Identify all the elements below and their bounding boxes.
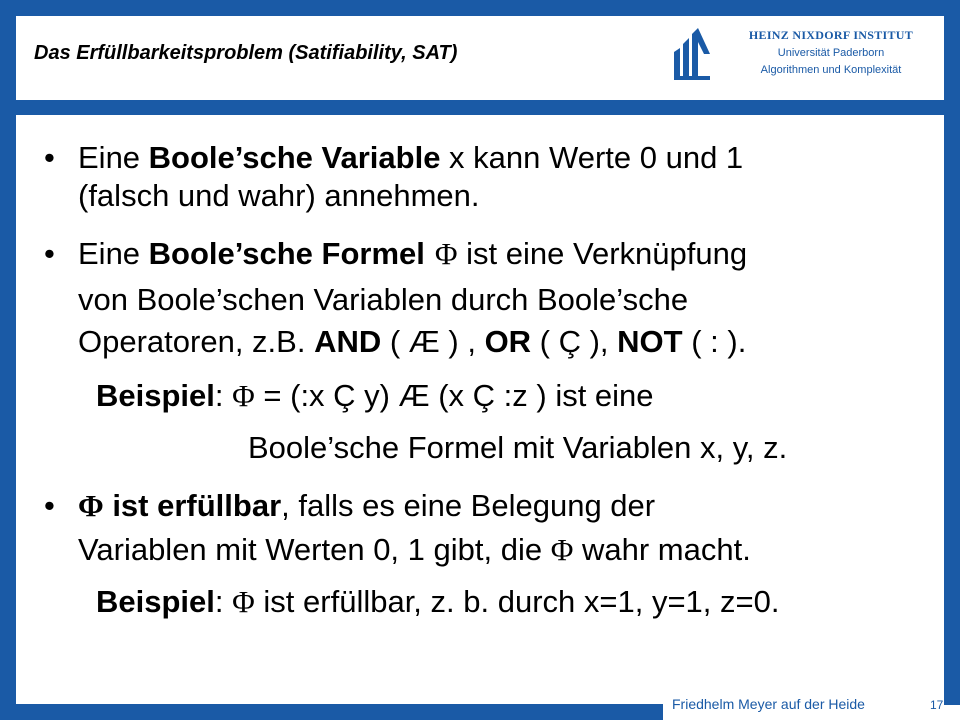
frame-left	[0, 0, 16, 720]
slide-title: Das Erfüllbarkeitsproblem (Satifiability, SAT)	[34, 42, 458, 64]
op-or: OR	[484, 324, 532, 359]
text: x kann Werte 0 und 1	[440, 140, 744, 175]
bullet-2-line-1	[78, 236, 747, 272]
text: Eine	[78, 236, 149, 271]
text: , falls es eine Belegung der	[281, 488, 656, 523]
text: :	[214, 584, 233, 619]
op-not: NOT	[617, 324, 683, 359]
text: Variablen mit Werten 0, 1 gibt, die	[78, 532, 551, 567]
text: = (:x Ç y) Æ (x Ç :z ) ist eine	[254, 378, 654, 413]
text: :	[214, 378, 233, 413]
phi-symbol: Φ	[78, 488, 104, 523]
bullet-1-marker: •	[44, 140, 55, 175]
phi-symbol: Φ	[232, 378, 255, 413]
institute-logo-icon	[670, 26, 714, 80]
frame-divider	[16, 100, 944, 115]
term-boolean-variable: Boole’sche Variable	[148, 140, 441, 175]
bullet-3-marker: •	[44, 488, 55, 523]
text: Operatoren, z.B.	[78, 324, 315, 359]
frame-right	[944, 115, 960, 705]
page-number: 17	[930, 698, 944, 712]
text: wahr macht.	[573, 532, 751, 567]
text: ( Æ ) ,	[381, 324, 485, 359]
example-label: Beispiel	[96, 378, 215, 413]
bullet-2-marker: •	[44, 236, 55, 271]
phi-symbol: Φ	[550, 532, 574, 567]
department-name: Algorithmen und Komplexität	[760, 64, 902, 76]
phi-symbol: Φ	[232, 584, 255, 619]
frame-top	[0, 0, 663, 16]
op-and: AND	[314, 324, 382, 359]
bullet-3-line-1	[78, 488, 655, 524]
text: ( Ç ),	[531, 324, 618, 359]
term-satisfiable: ist erfüllbar	[103, 488, 282, 523]
bullet-2-line-3	[78, 324, 746, 360]
bullet-3-line-2	[78, 532, 751, 568]
bullet-1-line-2: (falsch und wahr) annehmen.	[78, 178, 480, 213]
institute-name: HEINZ NIXDORF INSTITUT	[748, 28, 914, 42]
frame-divider-right	[944, 100, 960, 115]
example-2-line	[96, 584, 779, 620]
term-boolean-formula: Boole’sche Formel	[148, 236, 425, 271]
phi-symbol: Φ	[434, 236, 458, 271]
example-label: Beispiel	[96, 584, 215, 619]
example-1-line-2: Boole’sche Formel mit Variablen x, y, z.	[248, 430, 788, 465]
bullet-1-line-1	[78, 140, 743, 176]
text: ist eine Verknüpfung	[457, 236, 748, 271]
bullet-2-line-2: von Boole’schen Variablen durch Boole’sche	[78, 282, 689, 317]
text: ist erfüllbar, z. b. durch x=1, y=1, z=0.	[254, 584, 780, 619]
text: Eine	[78, 140, 149, 175]
frame-bottom	[0, 704, 663, 720]
text: ( : ).	[682, 324, 747, 359]
university-name: Universität Paderborn	[777, 47, 885, 59]
footer-author: Friedhelm Meyer auf der Heide	[672, 696, 865, 712]
example-1-line-1	[96, 378, 654, 414]
